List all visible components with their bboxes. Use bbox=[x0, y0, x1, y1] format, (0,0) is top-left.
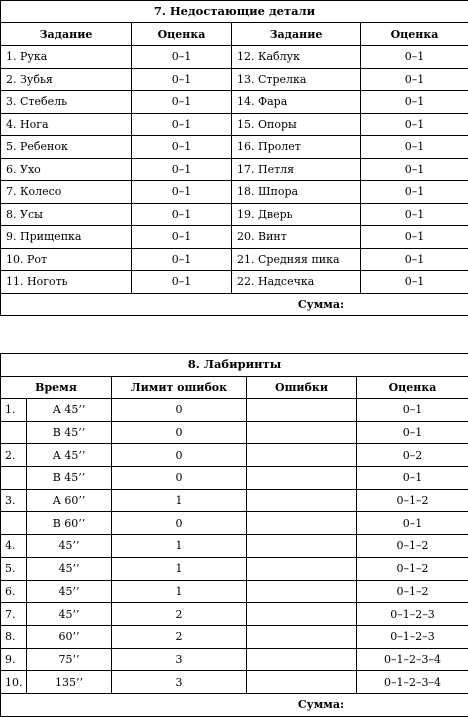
error-limit-cell: 1 bbox=[112, 489, 247, 512]
error-limit-cell: 1 bbox=[112, 557, 247, 580]
error-limit-cell: 2 bbox=[112, 603, 247, 626]
task-cell: 5. Ребенок bbox=[1, 136, 132, 159]
error-limit-cell: 1 bbox=[112, 580, 247, 603]
table-row bbox=[1, 557, 468, 580]
score-cell: 0–1 bbox=[132, 271, 232, 294]
section7-header-row bbox=[1, 23, 468, 46]
time-cell: А 60’’ bbox=[27, 489, 112, 512]
score-cell: 0–1–2–3 bbox=[357, 603, 468, 626]
table-row bbox=[1, 671, 468, 694]
time-cell: 45’’ bbox=[27, 535, 112, 558]
score-cell: 0–1–2 bbox=[357, 489, 468, 512]
item-number-cell: 9. bbox=[1, 648, 27, 671]
item-number-cell: 1. bbox=[1, 399, 27, 422]
errors-cell bbox=[247, 535, 357, 558]
col-time-header: Время bbox=[1, 377, 112, 399]
table-row bbox=[1, 489, 468, 512]
time-cell: А 45’’ bbox=[27, 444, 112, 467]
score-cell: 0–1–2 bbox=[357, 580, 468, 603]
score-cell: 0–1 bbox=[361, 181, 468, 204]
errors-cell bbox=[247, 557, 357, 580]
errors-cell bbox=[247, 648, 357, 671]
time-cell: 45’’ bbox=[27, 580, 112, 603]
task-cell: 15. Опоры bbox=[232, 113, 361, 136]
score-cell: 0–1 bbox=[132, 181, 232, 204]
score-cell: 0–1 bbox=[132, 203, 232, 226]
score-cell: 0–1 bbox=[361, 248, 468, 271]
score-cell: 0–1 bbox=[361, 203, 468, 226]
score-cell: 0–1 bbox=[132, 113, 232, 136]
task-cell: 10. Рот bbox=[1, 248, 132, 271]
score-cell: 0–1 bbox=[132, 248, 232, 271]
table-row bbox=[1, 535, 468, 558]
score-cell: 0–1–2–3–4 bbox=[357, 671, 468, 694]
task-cell: 19. Дверь bbox=[232, 203, 361, 226]
score-cell: 0–1 bbox=[357, 399, 468, 422]
score-cell: 0–1–2–3 bbox=[357, 625, 468, 648]
task-cell: 8. Усы bbox=[1, 203, 132, 226]
score-cell: 0–1–2 bbox=[357, 535, 468, 558]
item-number-cell bbox=[1, 512, 27, 535]
time-cell: В 45’’ bbox=[27, 467, 112, 490]
score-cell: 0–1 bbox=[361, 91, 468, 114]
col-score-header: Оценка bbox=[361, 23, 468, 46]
time-cell: 75’’ bbox=[27, 648, 112, 671]
table-row bbox=[1, 648, 468, 671]
item-number-cell: 7. bbox=[1, 603, 27, 626]
task-cell: 18. Шпора bbox=[232, 181, 361, 204]
table-row bbox=[1, 158, 468, 181]
errors-cell bbox=[247, 489, 357, 512]
task-cell: 4. Нога bbox=[1, 113, 132, 136]
table-row bbox=[1, 271, 468, 294]
section8-title: 8. Лабиринты bbox=[1, 354, 468, 377]
table-row bbox=[1, 399, 468, 422]
error-limit-cell: 3 bbox=[112, 648, 247, 671]
table-row bbox=[1, 226, 468, 249]
errors-cell bbox=[247, 444, 357, 467]
item-number-cell bbox=[1, 467, 27, 490]
table-row bbox=[1, 625, 468, 648]
task-cell: 2. Зубья bbox=[1, 68, 132, 91]
task-cell: 14. Фара bbox=[232, 91, 361, 114]
task-cell: 1. Рука bbox=[1, 46, 132, 69]
table-row bbox=[1, 203, 468, 226]
table-row bbox=[1, 467, 468, 490]
table-row bbox=[1, 46, 468, 69]
task-cell: 6. Ухо bbox=[1, 158, 132, 181]
item-number-cell: 10. bbox=[1, 671, 27, 694]
error-limit-cell: 0 bbox=[112, 512, 247, 535]
task-cell: 11. Ноготь bbox=[1, 271, 132, 294]
errors-cell bbox=[247, 603, 357, 626]
section7-title: 7. Недостающие детали bbox=[1, 1, 468, 23]
score-cell: 0–1 bbox=[361, 113, 468, 136]
task-cell: 22. Надсечка bbox=[232, 271, 361, 294]
task-cell: 12. Каблук bbox=[232, 46, 361, 69]
table-row bbox=[1, 113, 468, 136]
score-cell: 0–1 bbox=[361, 46, 468, 69]
time-cell: 60’’ bbox=[27, 625, 112, 648]
missing-details-table bbox=[0, 0, 468, 316]
time-cell: В 60’’ bbox=[27, 512, 112, 535]
errors-cell bbox=[247, 421, 357, 444]
item-number-cell: 2. bbox=[1, 444, 27, 467]
task-cell: 20. Винт bbox=[232, 226, 361, 249]
task-cell: 16. Пролет bbox=[232, 136, 361, 159]
table-row bbox=[1, 136, 468, 159]
table-row bbox=[1, 181, 468, 204]
score-cell: 0–1 bbox=[357, 512, 468, 535]
task-cell: 13. Стрелка bbox=[232, 68, 361, 91]
col-score-header: Оценка bbox=[132, 23, 232, 46]
error-limit-cell: 0 bbox=[112, 444, 247, 467]
score-cell: 0–1 bbox=[361, 136, 468, 159]
table-row bbox=[1, 421, 468, 444]
score-cell: 0–1–2–3–4 bbox=[357, 648, 468, 671]
table-row bbox=[1, 248, 468, 271]
task-cell: 17. Петля bbox=[232, 158, 361, 181]
score-cell: 0–1 bbox=[357, 421, 468, 444]
error-limit-cell: 0 bbox=[112, 467, 247, 490]
item-number-cell: 8. bbox=[1, 625, 27, 648]
item-number-cell: 6. bbox=[1, 580, 27, 603]
section8-header-row bbox=[1, 377, 468, 399]
error-limit-cell: 0 bbox=[112, 399, 247, 422]
score-cell: 0–1 bbox=[361, 68, 468, 91]
time-cell: А 45’’ bbox=[27, 399, 112, 422]
col-error-limit-header: Лимит ошибок bbox=[112, 377, 247, 399]
score-cell: 0–1 bbox=[361, 226, 468, 249]
col-errors-header: Ошибки bbox=[247, 377, 357, 399]
score-cell: 0–1 bbox=[361, 271, 468, 294]
score-cell: 0–1 bbox=[132, 136, 232, 159]
col-task-header: Задание bbox=[1, 23, 132, 46]
error-limit-cell: 2 bbox=[112, 625, 247, 648]
table-row bbox=[1, 580, 468, 603]
col-score-header: Оценка bbox=[357, 377, 468, 399]
task-cell: 9. Прищепка bbox=[1, 226, 132, 249]
table-row bbox=[1, 444, 468, 467]
task-cell: 7. Колесо bbox=[1, 181, 132, 204]
score-cell: 0–1 bbox=[361, 158, 468, 181]
item-number-cell bbox=[1, 421, 27, 444]
table-row bbox=[1, 91, 468, 114]
item-number-cell: 5. bbox=[1, 557, 27, 580]
task-cell: 3. Стебель bbox=[1, 91, 132, 114]
task-cell: 21. Средняя пика bbox=[232, 248, 361, 271]
score-cell: 0–1 bbox=[357, 467, 468, 490]
score-cell: 0–1 bbox=[132, 68, 232, 91]
time-cell: В 45’’ bbox=[27, 421, 112, 444]
error-limit-cell: 3 bbox=[112, 671, 247, 694]
errors-cell bbox=[247, 625, 357, 648]
score-cell: 0–2 bbox=[357, 444, 468, 467]
time-cell: 45’’ bbox=[27, 603, 112, 626]
section7-sum-label: Сумма: bbox=[1, 293, 468, 315]
errors-cell bbox=[247, 467, 357, 490]
error-limit-cell: 0 bbox=[112, 421, 247, 444]
score-cell: 0–1 bbox=[132, 46, 232, 69]
item-number-cell: 4. bbox=[1, 535, 27, 558]
mazes-table bbox=[0, 353, 468, 717]
errors-cell bbox=[247, 512, 357, 535]
score-cell: 0–1 bbox=[132, 226, 232, 249]
time-cell: 135’’ bbox=[27, 671, 112, 694]
errors-cell bbox=[247, 671, 357, 694]
errors-cell bbox=[247, 580, 357, 603]
col-task-header: Задание bbox=[232, 23, 361, 46]
errors-cell bbox=[247, 399, 357, 422]
score-cell: 0–1–2 bbox=[357, 557, 468, 580]
score-cell: 0–1 bbox=[132, 158, 232, 181]
error-limit-cell: 1 bbox=[112, 535, 247, 558]
table-row bbox=[1, 68, 468, 91]
time-cell: 45’’ bbox=[27, 557, 112, 580]
section8-sum-label: Сумма: bbox=[1, 693, 468, 716]
table-row bbox=[1, 512, 468, 535]
item-number-cell: 3. bbox=[1, 489, 27, 512]
table-row bbox=[1, 603, 468, 626]
score-cell: 0–1 bbox=[132, 91, 232, 114]
